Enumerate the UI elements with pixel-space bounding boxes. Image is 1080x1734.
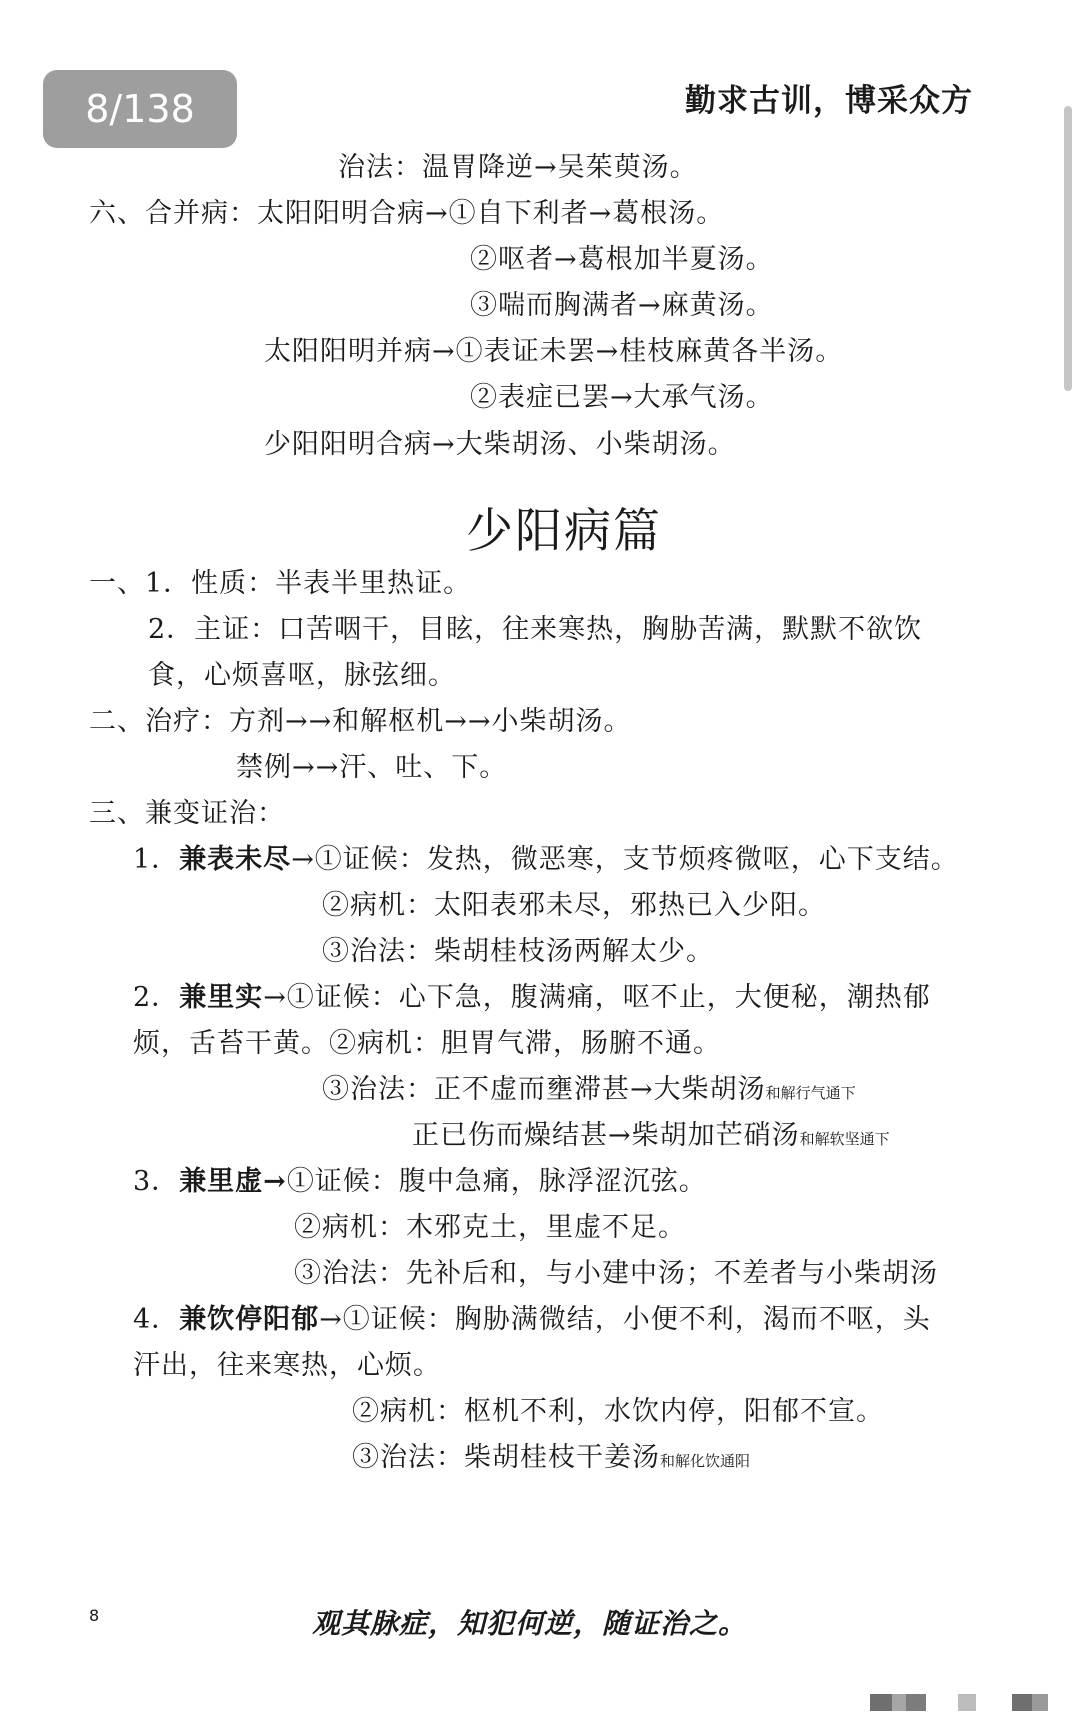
text-line — [133, 846, 959, 873]
item-heading: 兼表未尽 — [179, 844, 292, 875]
item-text: →①证候：胸胁满微结，小便不利，渴而不呕，头 — [319, 1304, 931, 1335]
text-line: 太阳阳明并病→①表证未罢→桂枝麻黄各半汤。 — [264, 336, 844, 367]
footer-quote: 观其脉症，知犯何逆，随证治之。 — [312, 1607, 748, 1640]
text-line: 治法：温胃降逆→吴茱萸汤。 — [338, 152, 698, 183]
watermark-block — [1032, 1694, 1048, 1711]
item-note: 和解行气通下 — [765, 1084, 856, 1102]
text-line — [352, 1444, 750, 1471]
item-text: →①证候：心下急，腹满痛，呕不止，大便秘，潮热郁 — [263, 982, 931, 1013]
section-title: 少阳病篇 — [466, 504, 662, 559]
text-line — [133, 1306, 931, 1333]
text-line: ②病机：枢机不利，水饮内停，阳郁不宣。 — [352, 1396, 884, 1427]
item-number: 4． — [133, 1304, 180, 1335]
text-line — [322, 1076, 856, 1103]
text-line: 食，心烦喜呕，脉弦细。 — [148, 660, 456, 691]
text-line: ③喘而胸满者→麻黄汤。 — [470, 290, 774, 321]
page-indicator-badge: 8/138 — [43, 70, 237, 148]
item-text: ③治法：柴胡桂枝干姜汤 — [352, 1442, 660, 1473]
item-number: 1． — [133, 844, 180, 875]
text-line: 六、合并病：太阳阳明合病→①自下利者→葛根汤。 — [89, 198, 725, 229]
item-text: ③治法：正不虚而壅滞甚→大柴胡汤 — [322, 1074, 766, 1105]
text-line: ②病机：太阳表邪未尽，邪热已入少阳。 — [322, 890, 826, 921]
text-line: 汗出，往来寒热，心烦。 — [133, 1350, 441, 1381]
text-line: ③治法：先补后和，与小建中汤；不差者与小柴胡汤 — [294, 1258, 938, 1289]
text-line: ②呕者→葛根加半夏汤。 — [470, 244, 774, 275]
item-number: 2． — [133, 982, 180, 1013]
item-note: 和解化饮通阳 — [660, 1452, 751, 1470]
text-line: 二、治疗：方剂→→和解枢机→→小柴胡汤。 — [89, 706, 632, 737]
watermark-block — [892, 1694, 906, 1711]
watermark-block — [906, 1694, 926, 1711]
text-line: ②表症已罢→大承气汤。 — [470, 382, 774, 413]
item-heading: 兼饮停阳郁 — [179, 1304, 320, 1335]
item-text: 正已伤而燥结甚→柴胡加芒硝汤 — [412, 1120, 800, 1151]
item-heading: 兼里实 — [179, 982, 264, 1013]
item-text: →①证候：发热，微恶寒，支节烦疼微呕，心下支结。 — [291, 844, 959, 875]
text-line — [133, 984, 931, 1011]
watermark-block — [870, 1694, 892, 1711]
text-line: 禁例→→汗、吐、下。 — [236, 752, 508, 783]
watermark-block — [1012, 1694, 1032, 1711]
text-line: 少阳阳明合病→大柴胡汤、小柴胡汤。 — [264, 429, 736, 460]
scrollbar-thumb[interactable] — [1064, 106, 1072, 391]
watermark-block — [958, 1694, 976, 1711]
footer-page-number: 8 — [89, 1606, 100, 1625]
text-line: 一、1．性质：半表半里热证。 — [89, 568, 472, 599]
text-line: 三、兼变证治： — [89, 798, 285, 829]
item-text: ①证候：腹中急痛，脉浮涩沉弦。 — [286, 1166, 707, 1197]
item-note: 和解软坚通下 — [799, 1130, 890, 1148]
text-line: ③治法：柴胡桂枝汤两解太少。 — [322, 936, 714, 967]
text-line — [133, 1168, 707, 1195]
text-line — [412, 1122, 890, 1149]
text-line: ②病机：木邪克土，里虚不足。 — [294, 1212, 686, 1243]
item-number: 3． — [133, 1166, 180, 1197]
text-line: 烦，舌苔干黄。②病机：胆胃气滞，肠腑不通。 — [133, 1028, 721, 1059]
text-line: 2．主证：口苦咽干，目眩，往来寒热，胸胁苦满，默默不欲饮 — [148, 614, 923, 645]
item-heading: 兼里虚→ — [179, 1166, 287, 1197]
header-motto: 勤求古训，博采众方 — [685, 83, 973, 119]
